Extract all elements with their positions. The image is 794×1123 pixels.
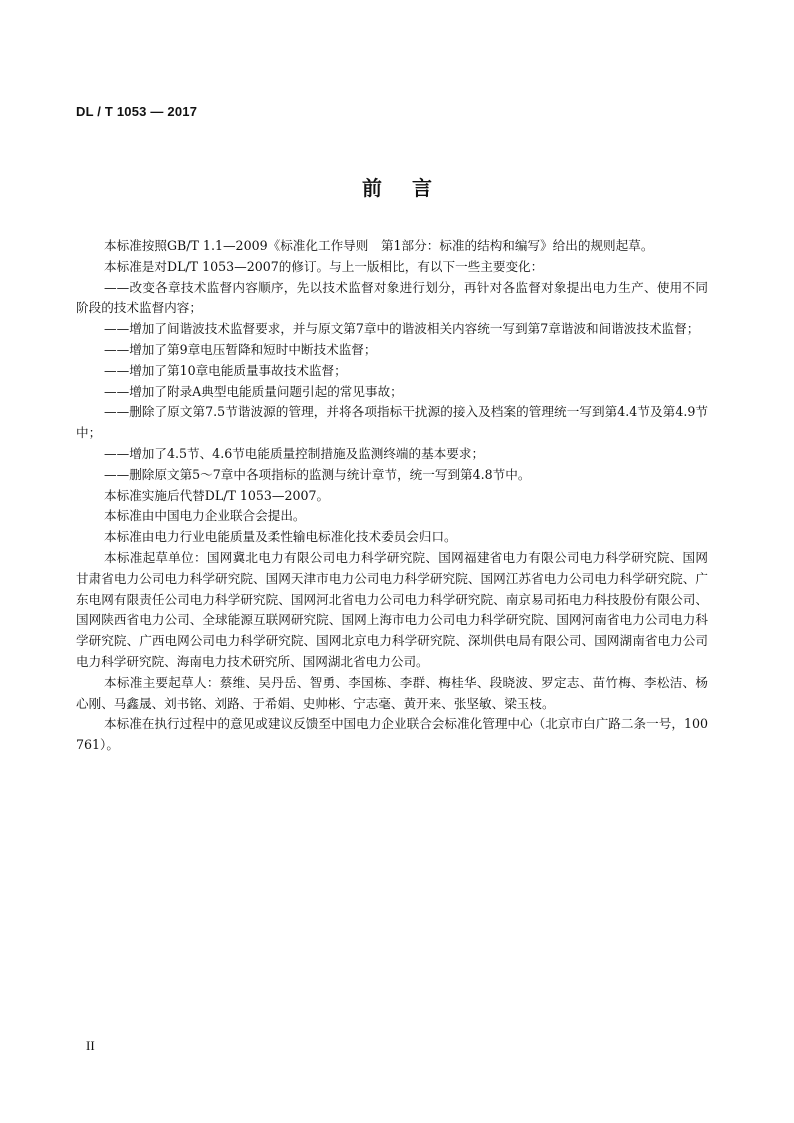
paragraph-drafting-units: 本标准起草单位：国网冀北电力有限公司电力科学研究院、国网福建省电力有限公司电力科学研究院、国网甘肃省电力公司电力科学研究院、国网天津市电力公司电力科学研究院、国网江苏省电力公司电力科学研究院、广东电网有限责任公司电力科学研究院、国网河北省电力公司电力科学研究院、南京易司拓电力科技股份有限公司、国网陕西省电力公司、全球能源互联网研究院、国网上海市电力公司电力科学研究院、国网河南省电力公司电力科学研究院、广西电网公司电力科学研究院、国网北京电力科学研究院、深圳供电局有限公司、国网湖南省电力公司电力科学研究院、海南电力技术研究所、国网湖北省电力公司。 bbox=[76, 549, 708, 669]
document-number: DL / T 1053 — 2017 bbox=[76, 104, 198, 119]
page-title: 前言 bbox=[362, 176, 462, 200]
change-item: ——增加了附录A典型电能质量问题引起的常见事故； bbox=[104, 383, 403, 399]
paragraph-drafting-rules: 本标准按照GB/T 1.1—2009《标准化工作导则 第1部分：标准的结构和编写》给出的规则起草。 bbox=[104, 238, 654, 253]
change-item: ——增加了第9章电压暂降和短时中断技术监督； bbox=[104, 341, 377, 357]
change-item: ——增加了4.5节、4.6节电能质量控制措施及监测终端的基本要求； bbox=[104, 445, 485, 461]
change-item: ——增加了间谐波技术监督要求，并与原文第7章中的谐波相关内容统一写到第7章谐波和间谐波技术监督； bbox=[104, 321, 700, 337]
page-number: II bbox=[86, 1038, 95, 1053]
foreword-body bbox=[76, 236, 708, 756]
paragraph-replaces: 本标准实施后代替DL/T 1053—2007。 bbox=[104, 487, 330, 503]
paragraph-revision-intro: 本标准是对DL/T 1053—2007的修订。与上一版相比，有以下一些主要变化： bbox=[104, 258, 544, 274]
paragraph-drafters: 本标准主要起草人：蔡维、吴丹岳、智勇、李国栋、李群、梅桂华、段晓波、罗定志、苗竹梅、李松洁、杨心刚、马鑫晟、刘书铭、刘路、于希娟、史帅彬、宁志毫、黄开来、张坚敏、梁玉枝。 bbox=[76, 674, 708, 711]
paragraph-proposed-by: 本标准由中国电力企业联合会提出。 bbox=[104, 508, 306, 524]
change-item: ——改变各章技术监督内容顺序，先以技术监督对象进行划分，再针对各监督对象提出电力生产、使用不同阶段的技术监督内容； bbox=[76, 279, 708, 316]
change-item: ——删除原文第5～7章中各项指标的监测与统计章节，统一写到第4.8节中。 bbox=[104, 466, 531, 482]
paragraph-administered-by: 本标准由电力行业电能质量及柔性输电标准化技术委员会归口。 bbox=[104, 529, 457, 545]
change-item: ——增加了第10章电能质量事故技术监督； bbox=[104, 362, 347, 378]
change-item: ——删除了原文第7.5节谐波源的管理，并将各项指标干扰源的接入及档案的管理统一写到第4.4节及第4.9节中； bbox=[76, 404, 708, 441]
paragraph-feedback: 本标准在执行过程中的意见或建议反馈至中国电力企业联合会标准化管理中心（北京市白广路二条一号，100761）。 bbox=[76, 716, 708, 753]
